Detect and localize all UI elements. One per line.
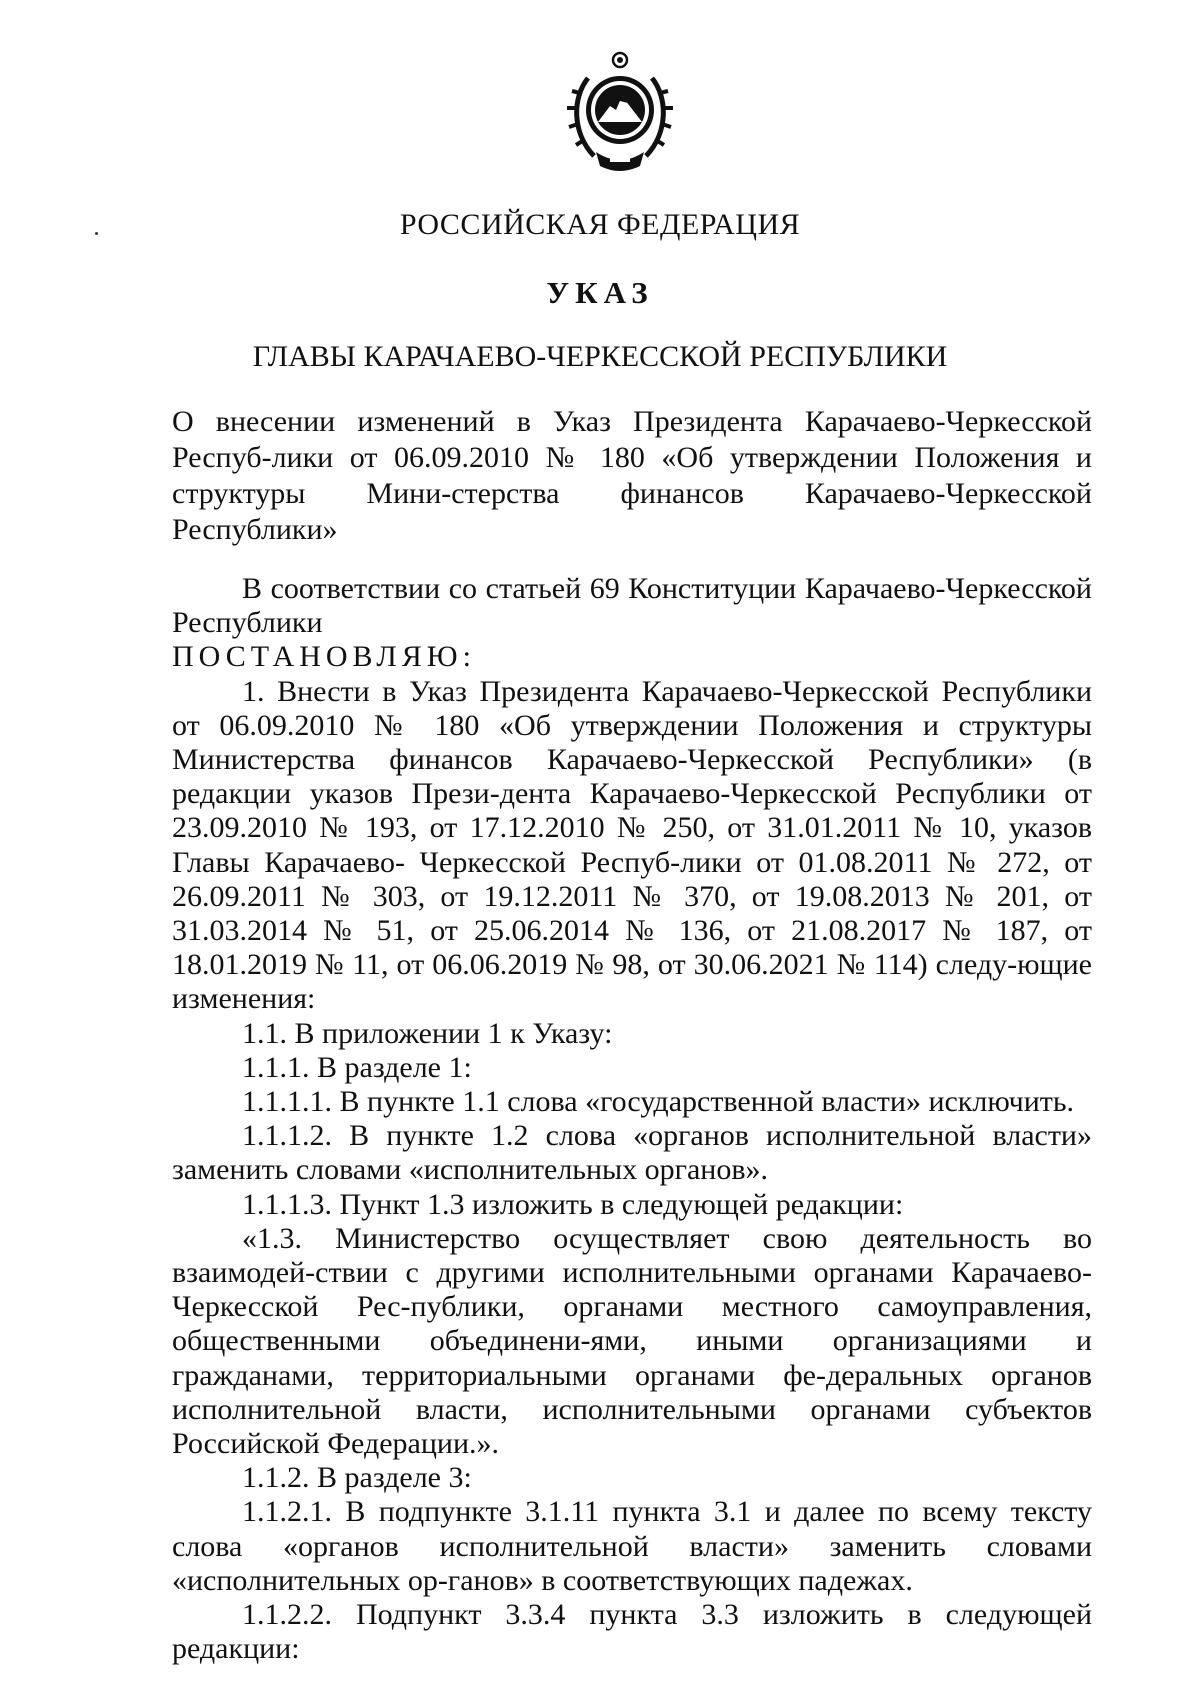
paragraph-1-1-1: 1.1.1. В разделе 1: <box>242 1050 472 1084</box>
karachay-cherkessia-coat-of-arms-icon <box>566 48 674 178</box>
decree-body <box>172 572 1092 1667</box>
decree-title: О внесении изменений в Указ Президента Карачаево-Черкесской Респуб-лики от 06.09.2010 № 180 «Об утверждении Положения и структуры Мини-стерства финансов Карачаево-Черкесской Республики» <box>172 405 1092 546</box>
paragraph-1-1-2-2: 1.1.2.2. Подпункт 3.3.4 пункта 3.3 изложить в следующей редакции: <box>172 1598 1092 1666</box>
preamble: В соответствии со статьей 69 Конституции Карачаево-Черкесской Республики <box>172 572 1092 640</box>
decree-word: ПОСТАНОВЛЯЮ: <box>172 640 476 674</box>
country-heading: РОССИЙСКАЯ ФЕДЕРАЦИЯ <box>399 208 801 241</box>
quoted-clause-1-3: «1.3. Министерство осуществляет свою деятельность во взаимодей-ствии с другими исполнительными органами Карачаево-Черкесской Рес-публики, органами местного самоуправления, общественными объединени-ями, иными организациями и гражданами, территориальными органами фе-деральных органов исполнительной власти, исполнительными органами субъектов Российской Федерации.». <box>172 1221 1092 1461</box>
paragraph-1-1: 1.1. В приложении 1 к Указу: <box>242 1016 613 1050</box>
paragraph-1-1-1-2: 1.1.1.2. В пункте 1.2 слова «органов исполнительной власти» заменить словами «исполнительных органов». <box>172 1119 1092 1187</box>
paragraph-1-1-1-1: 1.1.1.1. В пункте 1.1 слова «государственной власти» исключить. <box>242 1085 1075 1119</box>
document-type-heading: УКАЗ <box>546 275 654 310</box>
issuer-heading: ГЛАВЫ КАРАЧАЕВО-ЧЕРКЕССКОЙ РЕСПУБЛИКИ <box>252 340 948 373</box>
paragraph-1: 1. Внести в Указ Президента Карачаево-Черкесской Республики от 06.09.2010 № 180 «Об утверждении Положения и структуры Министерства финансов Карачаево-Черкесской Республики» (в редакции указов Прези-дента Карачаево-Черкесской Республики от 23.09.2010 № 193, от 17.12.2010 № 250, от 31.01.2011 № 10, указов Главы Карачаево- Черкесской Респуб-лики от 01.08.2011 № 272, от 26.09.2011 № 303, от 19.12.2011 № 370, от 19.08.2013 № 201, от 31.03.2014 № 51, от 25.06.2014 № 136, от 21.08.2017 № 187, от 18.01.2019 № 11, от 06.06.2019 № 98, от 30.06.2021 № 114) следу-ющие изменения: <box>172 674 1092 1016</box>
paragraph-1-1-1-3: 1.1.1.3. Пункт 1.3 изложить в следующей редакции: <box>242 1187 904 1221</box>
paragraph-1-1-2-1: 1.1.2.1. В подпункте 3.1.11 пункта 3.1 и далее по всему тексту слова «органов исполнительной власти» заменить словами «исполнительных ор-ганов» в соответствующих падежах. <box>172 1495 1092 1597</box>
paragraph-1-1-2: 1.1.2. В разделе 3: <box>242 1461 472 1495</box>
